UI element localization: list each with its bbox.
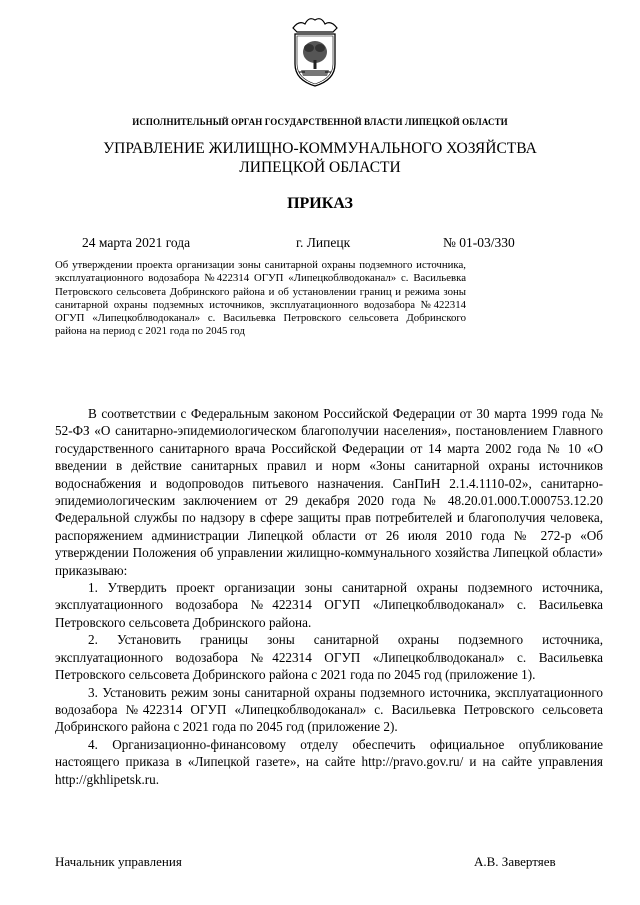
order-date: 24 марта 2021 года: [82, 235, 191, 250]
order-number: № 01-03/330: [443, 235, 515, 250]
department-line-1: УПРАВЛЕНИЕ ЖИЛИЩНО-КОММУНАЛЬНОГО ХОЗЯЙСТВА: [103, 140, 537, 157]
issuing-authority: ИСПОЛНИТЕЛЬНЫЙ ОРГАН ГОСУДАРСТВЕННОЙ ВЛАСТИ ЛИПЕЦКОЙ ОБЛАСТИ: [132, 117, 508, 127]
document-type: ПРИКАЗ: [287, 195, 353, 212]
order-item-4: 4. Организационно-финансовому отделу обеспечить официальное опубликование настоящего приказа в «Липецкой газете», на сайте http://pravo.gov.ru/ и на сайте управления http://gkhlipetsk.ru.: [55, 736, 603, 787]
order-subject: Об утверждении проекта организации зоны санитарной охраны подземного источника, эксплуатационного водозабора №422314 ОГУП «Липецкоблводоканал» с. Васильевка Петровского сельсовета Добринского района и об установлении границ и режима зоны санитарной охраны подземных источников, эксплуатационного водозабора №422314 ОГУП «Липецкоблводоканал» с. Васильевка Петровского сельсовета Добринского района на период с 2021 года по 2045 год: [55, 259, 466, 338]
order-item-1: 1. Утвердить проект организации зоны санитарной охраны подземного источника, эксплуатационного водозабора №422314 ОГУП «Липецкоблводоканал» с. Васильевка Петровского сельсовета Добринского района.: [55, 580, 603, 630]
department-name: [0, 139, 640, 177]
order-item-3: 3. Установить режим зоны санитарной охраны подземного источника, эксплуатационного водозабора №422314 ОГУП «Липецкоблводоканал» с. Васильевка Петровского сельсовета Добринского района с 2021 года по 2045 год (приложение 2).: [55, 684, 603, 735]
preamble-paragraph: В соответствии с Федеральным законом Российской Федерации от 30 марта 1999 года № 52-ФЗ «О санитарно-эпидемиологическом благополучии населения», постановлением Главного государственного санитарного врача Российской Федерации от 14 марта 2002 года № 10 «О введении в действие санитарных правил и норм «Зоны санитарной охраны источников водоснабжения и водопроводов питьевого назначения. СанПиН 2.1.4.1110-02», санитарно-эпидемиологическим заключением от 29 декабря 2020 года № 48.20.01.000.Т.000753.12.20 Федеральной службы по надзору в сфере защиты прав потребителей и благополучия человека, распоряжением администрации Липецкой области от 26 июля 2010 года № 272-р «Об утверждении Положения об управлении жилищно-коммунального хозяйства Липецкой области» приказываю:: [55, 406, 603, 578]
coat-of-arms-icon: [287, 14, 343, 88]
order-body: [55, 405, 603, 788]
signatory-position: Начальник управления: [55, 854, 182, 869]
signatory-name: А.В. Завертяев: [474, 854, 556, 869]
department-line-2: ЛИПЕЦКОЙ ОБЛАСТИ: [239, 159, 401, 176]
order-city: г. Липецк: [296, 235, 351, 250]
order-item-2: 2. Установить границы зоны санитарной охраны подземного источника, эксплуатационного водозабора №422314 ОГУП «Липецкоблводоканал» с. Васильевка Петровского сельсовета Добринского района с 2021 года по 2045 год (приложение 1).: [55, 632, 603, 683]
